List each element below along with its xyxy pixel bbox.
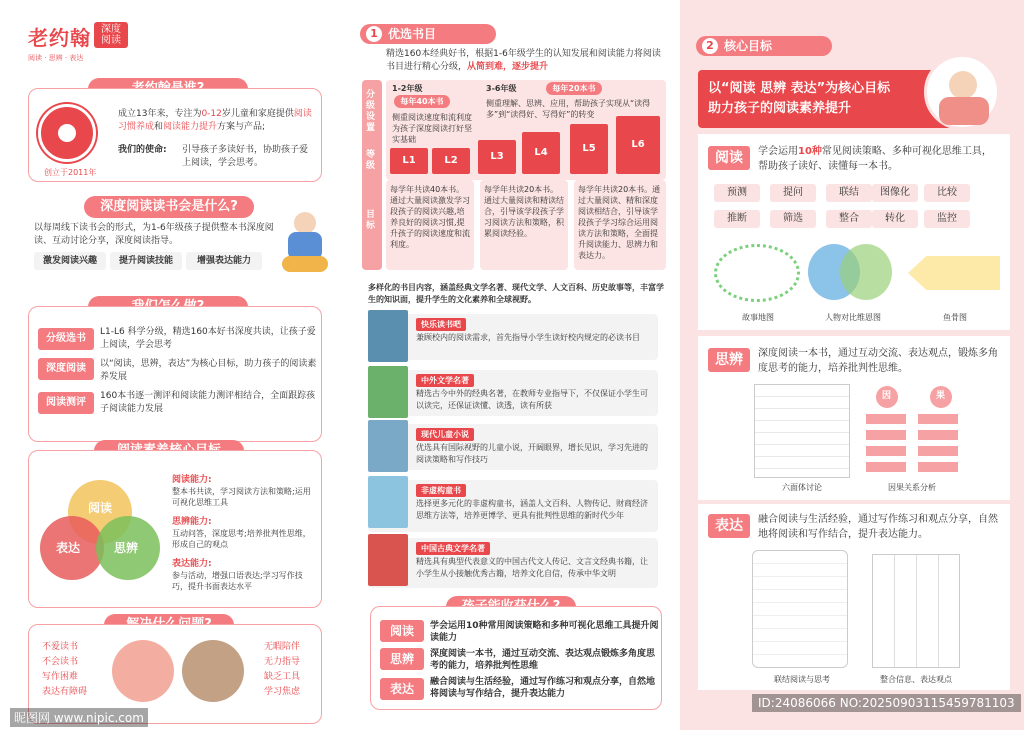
gain-tag: 表达 bbox=[380, 678, 424, 700]
gain-tag: 阅读 bbox=[380, 620, 424, 642]
tool-caption: 因果关系分析 bbox=[888, 483, 936, 492]
group-grade: 3-6年级 bbox=[486, 84, 517, 93]
logo bbox=[28, 22, 128, 63]
book-cover bbox=[368, 476, 408, 528]
book-label: 快乐读书吧 bbox=[416, 318, 466, 331]
mission-label: 我们的使命: bbox=[118, 145, 167, 155]
goal-text: 每学年共读20本书。通过大量阅读和精读结合，引导该学段孩子学习阅读方法和策略，积累阅读经验。 bbox=[484, 185, 564, 238]
books-intro: 精选160本经典好书，根据1-6年级学生的认知发展和阅读能力将阅读书目进行精心分级，从简到难，逐步提升 bbox=[386, 49, 661, 72]
logo-sub: 阅读 · 思辨 · 表达 bbox=[28, 54, 84, 62]
badge-icon bbox=[38, 104, 96, 162]
group-count: 每年20本书 bbox=[546, 82, 602, 95]
book-cover bbox=[368, 310, 408, 362]
venn-right-icon bbox=[840, 244, 892, 300]
tool-caption: 六面体讨论 bbox=[782, 483, 822, 492]
express-text: 融合阅读与生活经验，通过写作练习和观点分享，自然地将阅读和写作结合，提升表达能力。 bbox=[758, 514, 998, 540]
child-reading-illustration bbox=[282, 212, 328, 274]
founded: 创立于2011年 bbox=[44, 168, 97, 177]
club-title: 深度阅读读书会是什么? bbox=[84, 196, 254, 218]
tool-caption: 整合信息、表达观点 bbox=[880, 675, 952, 684]
reading-journal-sheet bbox=[752, 550, 848, 668]
club-chip: 增强表达能力 bbox=[186, 252, 262, 270]
strategy: 推断 bbox=[714, 210, 760, 228]
tool-caption: 鱼骨图 bbox=[943, 313, 967, 322]
group-desc: 侧重理解、思辨、应用，帮助孩子实现从“读得多”到“读得好、写得好”的转变 bbox=[486, 99, 651, 119]
book-label: 现代儿童小说 bbox=[416, 428, 474, 441]
sec2-title: 核心目标 bbox=[724, 39, 773, 53]
club-text: 以每周线下读书会的形式，为1-6年级孩子提供整本书深度阅读、互动讨论分享，深度阅读指导。 bbox=[34, 223, 274, 246]
sec1-number: 1 bbox=[366, 26, 382, 42]
cause-label: 因 bbox=[882, 391, 892, 401]
club-chip: 提升阅读技能 bbox=[110, 252, 182, 270]
ability-name: 表达能力: bbox=[172, 559, 212, 569]
how-text: L1-L6 科学分级，精选160本好书深度共读，让孩子爱上阅读，学会思考 bbox=[100, 327, 316, 350]
group-count: 每年40本书 bbox=[394, 95, 450, 108]
problem-circle bbox=[182, 640, 244, 702]
strategy: 转化 bbox=[872, 210, 918, 228]
effect-boxes bbox=[918, 414, 958, 478]
think-tag: 思辨 bbox=[708, 348, 750, 372]
watermark-id: ID:24086066 NO:20250903115459781103 bbox=[752, 694, 1021, 712]
strategy: 比较 bbox=[924, 184, 970, 202]
row-label: 分级设置 bbox=[366, 90, 376, 133]
book-cover bbox=[368, 366, 408, 418]
level-L2: L2 bbox=[432, 148, 470, 174]
tool-caption: 人物对比维恩图 bbox=[825, 313, 881, 322]
strategy: 提问 bbox=[770, 184, 816, 202]
book-card bbox=[368, 424, 658, 470]
book-card bbox=[368, 480, 658, 532]
logo-tag: 深度阅读 bbox=[94, 22, 128, 48]
book-cover bbox=[368, 534, 408, 586]
tool-caption: 故事地图 bbox=[742, 313, 774, 322]
banner-line2: 助力孩子的阅读素养提升 bbox=[708, 101, 852, 116]
how-tag: 深度阅读 bbox=[38, 358, 94, 380]
group-desc: 侧重阅读速度和流利度为孩子深度阅读打好坚实基础 bbox=[392, 113, 472, 144]
strategy: 预测 bbox=[714, 184, 760, 202]
level-L1: L1 bbox=[390, 148, 428, 174]
book-desc: 精选古今中外的经典名著，在教师专业指导下，不仅保证小学生可以读完，还保证读懂、读透，读有所获 bbox=[416, 389, 648, 410]
level-L3: L3 bbox=[478, 140, 516, 174]
read-text: 学会运用10种常见阅读策略、多种可视化思维工具，帮助孩子读好、读懂每一本书。 bbox=[758, 146, 992, 172]
how-tag: 分级选书 bbox=[38, 328, 94, 350]
sec1-title: 优选书目 bbox=[388, 27, 437, 41]
banner-line1: 以“阅读 思辨 表达”为核心目标 bbox=[708, 81, 891, 96]
book-label: 中外文学名著 bbox=[416, 374, 474, 387]
how-tag: 阅读测评 bbox=[38, 392, 94, 414]
problem-circle bbox=[112, 640, 174, 702]
row-label: 目标 bbox=[366, 210, 376, 231]
read-tag: 阅读 bbox=[708, 146, 750, 170]
logo-name: 老约翰 bbox=[28, 26, 91, 50]
sec1-header bbox=[360, 24, 496, 44]
book-desc: 精选具有典型代表意义的中国古代文人传记、文言文经典书籍，让小学生从小接触优秀古籍，培养文化自信，传承中华文明 bbox=[416, 557, 648, 578]
fishbone-icon bbox=[908, 256, 1000, 290]
gain-text: 深度阅读一本书，通过互动交流、表达观点锻炼多角度思考的能力，培养批判性思维 bbox=[430, 649, 656, 671]
goal-text: 每学年共读20本书。通过大量阅读、精和深度阅读相结合，引导该学段孩子学习综合运用阅读方法和策略，全面提升阅读能力、思辨力和表达力。 bbox=[578, 185, 661, 260]
mission-text: 引导孩子多读好书，协助孩子爱上阅读，学会思考。 bbox=[182, 145, 309, 168]
level-L5: L5 bbox=[570, 124, 608, 174]
ability-text: 互动问答，深度思考;培养批判性思维，形成自己的观点 bbox=[172, 529, 311, 549]
sec2-number: 2 bbox=[702, 38, 718, 54]
book-desc: 优选具有国际视野的儿童小说，开阔眼界，增长见识，学习先进的阅读策略和写作技巧 bbox=[416, 443, 648, 464]
level-L6: L6 bbox=[616, 116, 660, 174]
level-L4: L4 bbox=[522, 132, 560, 174]
ability-text: 参与活动，增强口语表达;学习写作技巧，提升书面表达水平 bbox=[172, 571, 303, 591]
watermark-site: 昵图网 www.nipic.com bbox=[10, 708, 148, 727]
hexahedron-worksheet bbox=[754, 384, 850, 478]
panel-intro bbox=[0, 0, 340, 730]
strategy: 联结 bbox=[826, 184, 872, 202]
book-card bbox=[368, 538, 658, 588]
how-text: 以“阅读，思辨，表达”为核心目标，助力孩子的阅读素养发展 bbox=[100, 359, 317, 382]
problems-right: 无暇陪伴 无力指导 缺乏工具 学习焦虑 bbox=[264, 642, 301, 697]
book-card bbox=[368, 370, 658, 416]
think-text: 深度阅读一本书，通过互动交流、表达观点，锻炼多角度思考的能力，培养批判性思维。 bbox=[758, 348, 998, 374]
tool-caption: 联结阅读与思考 bbox=[774, 675, 830, 684]
group-grade: 1-2年级 bbox=[392, 84, 423, 93]
how-text: 160本书逐一测评和阅读能力测评相结合，全面跟踪孩子阅读能力发展 bbox=[100, 391, 316, 414]
who-text: 成立13年来，专注为0-12岁儿童和家庭提供阅读习惯养成和阅读能力提升方案与产品; bbox=[118, 109, 312, 132]
ability-name: 思辨能力: bbox=[172, 517, 212, 527]
strategy: 整合 bbox=[826, 210, 872, 228]
gain-tag: 思辨 bbox=[380, 648, 424, 670]
strategy: 筛选 bbox=[770, 210, 816, 228]
venn-label: 阅读 bbox=[88, 501, 113, 515]
strategy: 监控 bbox=[924, 210, 970, 228]
sec2-header bbox=[696, 36, 832, 56]
book-cover bbox=[368, 420, 408, 472]
express-tag: 表达 bbox=[708, 514, 750, 538]
strategy: 图像化 bbox=[872, 184, 918, 202]
venn-label: 思辨 bbox=[114, 541, 139, 555]
book-desc: 选择更多元化的非虚构童书，涵盖人文百科、人物传记、财商经济思维方法等，培养更博学、更具有批判性思维的新时代少年 bbox=[416, 499, 648, 520]
variety-text: 多样化的书目内容，涵盖经典文学名著、现代文学、人文百科、历史故事等，丰富学生的知识面，提升学生的文化素养和全球视野。 bbox=[368, 283, 664, 304]
book-card bbox=[368, 314, 658, 360]
ability-text: 整本书共读，学习阅读方法和策略;运用可视化思维工具 bbox=[172, 487, 311, 507]
effect-label: 果 bbox=[936, 391, 946, 401]
club-chip: 激发阅读兴趣 bbox=[34, 252, 106, 270]
row-label: 等级 bbox=[366, 150, 376, 171]
info-table-sheet bbox=[872, 554, 960, 668]
story-map-icon bbox=[714, 244, 800, 302]
book-desc: 兼顾校内的阅读需求，首先指导小学生读好校内规定的必读书目 bbox=[416, 333, 640, 342]
venn-label: 表达 bbox=[56, 541, 81, 555]
problems-left: 不爱读书 不会读书 写作困难 表达有障碍 bbox=[42, 642, 88, 697]
girl-photo bbox=[924, 54, 1000, 130]
goal-text: 每学年共读40本书。通过大量阅读激发学习段孩子的阅读兴趣,培养良好的阅读习惯,提升孩子的阅读速度和流利度。 bbox=[390, 185, 470, 249]
gain-text: 融合阅读与生活经验，通过写作练习和观点分享，自然地将阅读与写作结合，提升表达能力 bbox=[430, 677, 656, 699]
panel-books bbox=[340, 0, 680, 730]
cause-boxes bbox=[866, 414, 906, 478]
gain-text: 学会运用10种常用阅读策略和多种可视化思维工具提升阅读能力 bbox=[430, 621, 659, 643]
book-label: 中国古典文学名著 bbox=[416, 542, 490, 555]
book-label: 非虚构童书 bbox=[416, 484, 466, 497]
ability-name: 阅读能力: bbox=[172, 475, 212, 485]
